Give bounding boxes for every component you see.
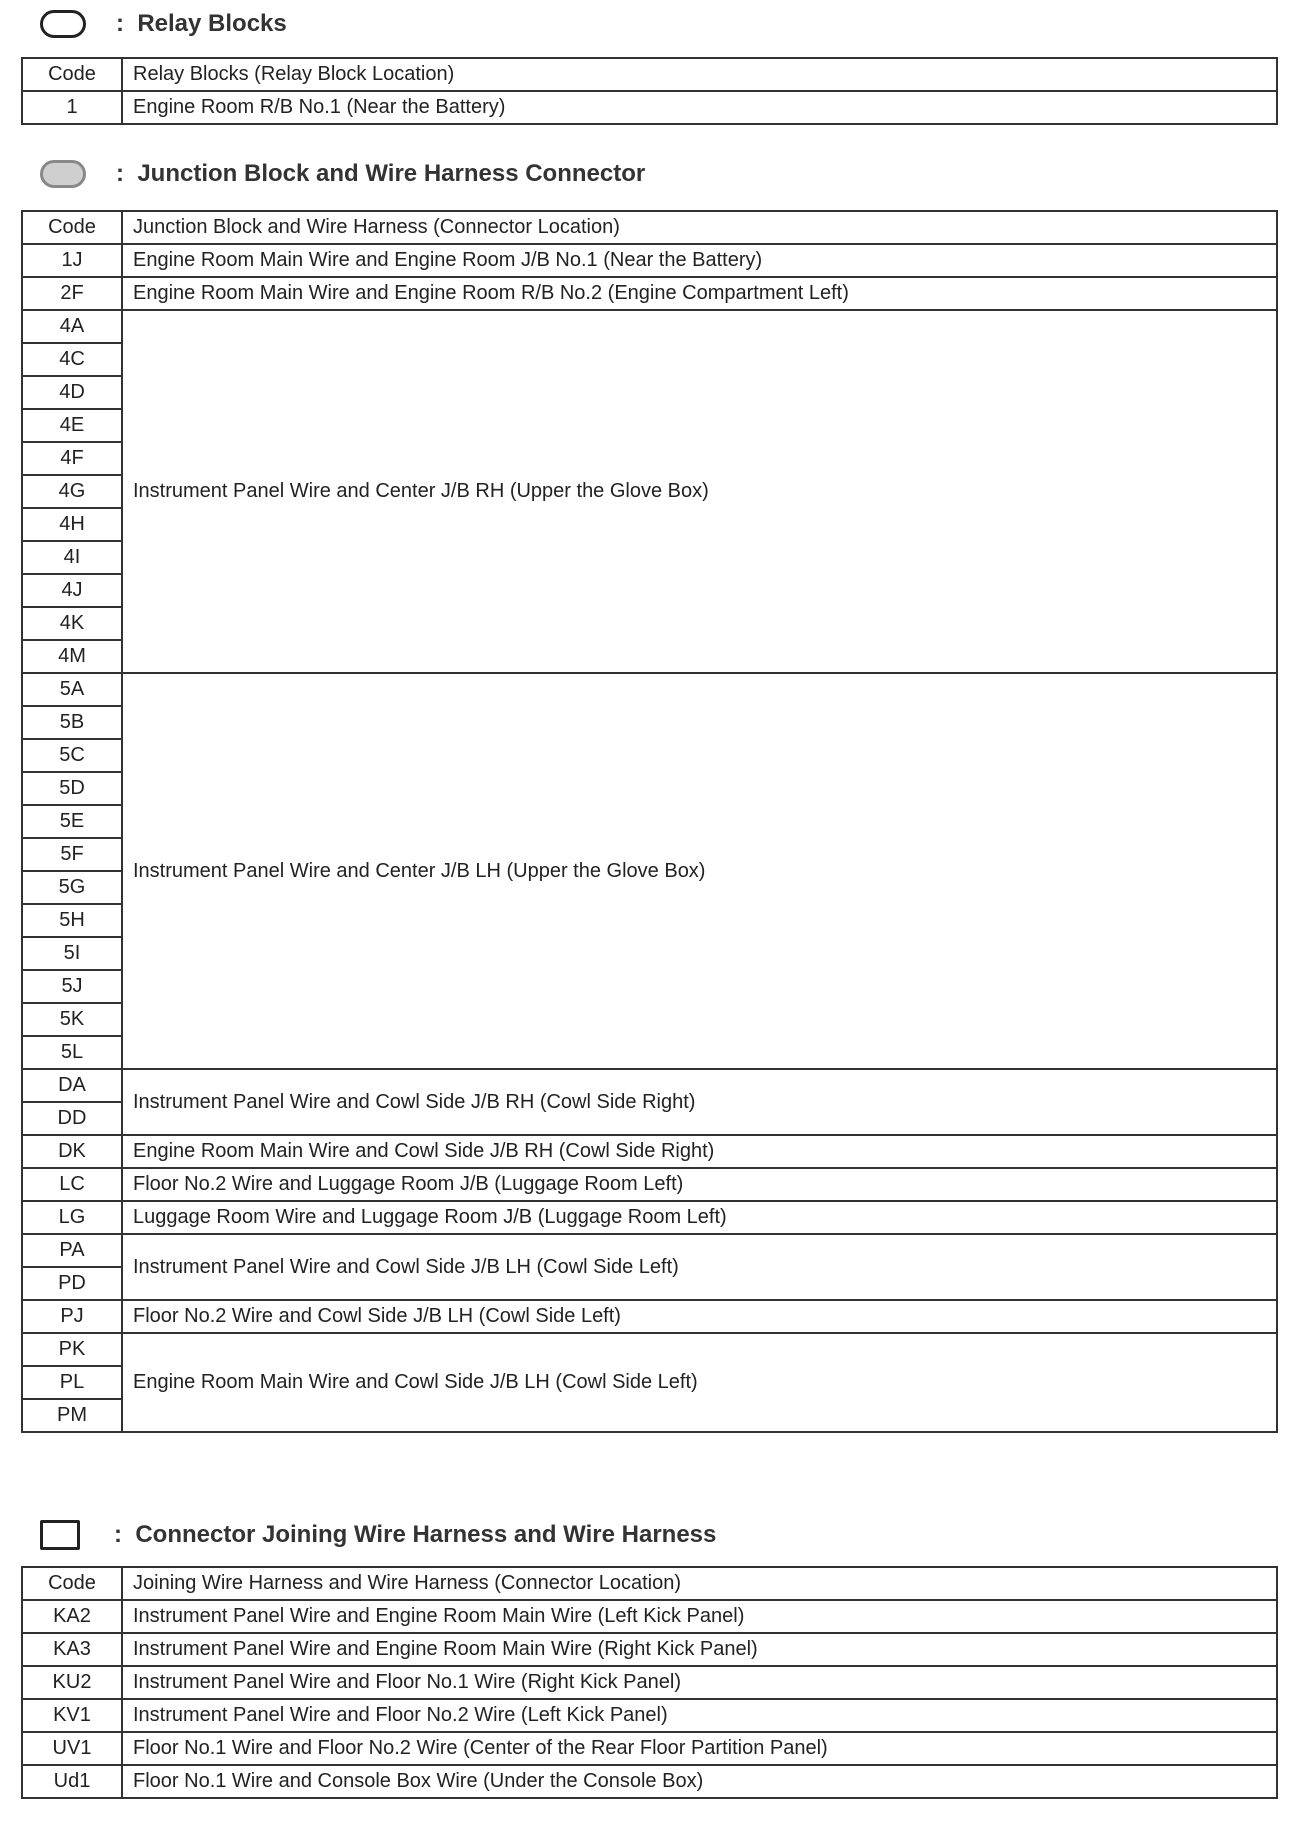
description-cell: Luggage Room Wire and Luggage Room J/B (Luggage Room Left) (122, 1201, 1277, 1234)
table-row (22, 277, 1277, 310)
code-cell: Ud1 (22, 1765, 122, 1798)
description-cell: Engine Room Main Wire and Cowl Side J/B LH (Cowl Side Left) (122, 1333, 1277, 1432)
code-cell: 1J (22, 244, 122, 277)
code-cell: 5J (22, 970, 122, 1003)
code-cell: 4K (22, 607, 122, 640)
connector-joining-table (21, 1566, 1278, 1799)
section-title: : Connector Joining Wire Harness and Wire Harness (114, 1521, 717, 1548)
table-row (22, 1234, 1277, 1267)
code-cell: 5A (22, 673, 122, 706)
code-cell: PK (22, 1333, 122, 1366)
description-cell: Floor No.2 Wire and Luggage Room J/B (Luggage Room Left) (122, 1168, 1277, 1201)
description-cell: Engine Room Main Wire and Cowl Side J/B RH (Cowl Side Right) (122, 1135, 1277, 1168)
code-cell: 4M (22, 640, 122, 673)
section-header-relay-blocks (40, 4, 287, 44)
code-cell: 5K (22, 1003, 122, 1036)
code-cell: KA3 (22, 1633, 122, 1666)
code-cell: 5C (22, 739, 122, 772)
description-cell: Engine Room Main Wire and Engine Room J/B No.1 (Near the Battery) (122, 244, 1277, 277)
table-row (22, 1135, 1277, 1168)
description-cell: Instrument Panel Wire and Cowl Side J/B RH (Cowl Side Right) (122, 1069, 1277, 1135)
description-cell: Instrument Panel Wire and Engine Room Main Wire (Left Kick Panel) (122, 1600, 1277, 1633)
code-cell: 1 (22, 91, 122, 124)
description-cell: Floor No.1 Wire and Console Box Wire (Under the Console Box) (122, 1765, 1277, 1798)
description-cell: Floor No.1 Wire and Floor No.2 Wire (Center of the Rear Floor Partition Panel) (122, 1732, 1277, 1765)
code-cell: 4J (22, 574, 122, 607)
description-cell: Instrument Panel Wire and Cowl Side J/B LH (Cowl Side Left) (122, 1234, 1277, 1300)
section-title-text: Junction Block and Wire Harness Connector (137, 160, 646, 187)
code-cell: PA (22, 1234, 122, 1267)
description-cell: Floor No.2 Wire and Cowl Side J/B LH (Cowl Side Left) (122, 1300, 1277, 1333)
code-cell: 5D (22, 772, 122, 805)
code-cell: DD (22, 1102, 122, 1135)
table-row (22, 244, 1277, 277)
table-row (22, 1600, 1277, 1633)
code-cell: DK (22, 1135, 122, 1168)
table-row (22, 1732, 1277, 1765)
table-row (22, 1666, 1277, 1699)
code-cell: 4G (22, 475, 122, 508)
table-row (22, 1069, 1277, 1102)
table-header-row (22, 1567, 1277, 1600)
code-cell: 5F (22, 838, 122, 871)
square-icon (40, 1520, 80, 1550)
code-cell: 4F (22, 442, 122, 475)
table-row (22, 1333, 1277, 1366)
code-cell: 4D (22, 376, 122, 409)
code-cell: 4C (22, 343, 122, 376)
code-cell: PL (22, 1366, 122, 1399)
section-title-text: Connector Joining Wire Harness and Wire Harness (135, 1521, 717, 1548)
relay-blocks-table (21, 57, 1278, 125)
code-cell: 4A (22, 310, 122, 343)
code-cell: KV1 (22, 1699, 122, 1732)
rounded-rectangle-icon (40, 10, 86, 38)
code-cell: 2F (22, 277, 122, 310)
description-cell: Instrument Panel Wire and Floor No.1 Wire (Right Kick Panel) (122, 1666, 1277, 1699)
table-row (22, 1300, 1277, 1333)
header-description: Junction Block and Wire Harness (Connector Location) (122, 211, 1277, 244)
code-cell: 5B (22, 706, 122, 739)
code-cell: 5H (22, 904, 122, 937)
section-title: : Relay Blocks (116, 10, 287, 37)
code-cell: 5I (22, 937, 122, 970)
header-code: Code (22, 58, 122, 91)
section-header-connector-joining (40, 1515, 716, 1555)
code-cell: 5G (22, 871, 122, 904)
code-cell: PJ (22, 1300, 122, 1333)
table-row (22, 673, 1277, 706)
header-code: Code (22, 211, 122, 244)
description-cell: Instrument Panel Wire and Engine Room Main Wire (Right Kick Panel) (122, 1633, 1277, 1666)
table-row (22, 1699, 1277, 1732)
table-header-row (22, 211, 1277, 244)
table-row (22, 91, 1277, 124)
code-cell: 5L (22, 1036, 122, 1069)
header-description: Relay Blocks (Relay Block Location) (122, 58, 1277, 91)
code-cell: PM (22, 1399, 122, 1432)
table-row (22, 310, 1277, 343)
code-cell: UV1 (22, 1732, 122, 1765)
code-cell: LG (22, 1201, 122, 1234)
code-cell: 4H (22, 508, 122, 541)
table-header-row (22, 58, 1277, 91)
junction-block-table (21, 210, 1278, 1433)
header-description: Joining Wire Harness and Wire Harness (Connector Location) (122, 1567, 1277, 1600)
shaded-rounded-rectangle-icon (40, 160, 86, 188)
table-row (22, 1765, 1277, 1798)
code-cell: KA2 (22, 1600, 122, 1633)
code-cell: 5E (22, 805, 122, 838)
section-title-text: Relay Blocks (137, 10, 287, 37)
description-cell: Instrument Panel Wire and Floor No.2 Wire (Left Kick Panel) (122, 1699, 1277, 1732)
table-row (22, 1633, 1277, 1666)
code-cell: LC (22, 1168, 122, 1201)
code-cell: 4E (22, 409, 122, 442)
section-title: : Junction Block and Wire Harness Connector (116, 160, 646, 187)
code-cell: DA (22, 1069, 122, 1102)
header-code: Code (22, 1567, 122, 1600)
table-row (22, 1168, 1277, 1201)
description-cell: Instrument Panel Wire and Center J/B LH (Upper the Glove Box) (122, 673, 1277, 1069)
code-cell: PD (22, 1267, 122, 1300)
description-cell: Engine Room R/B No.1 (Near the Battery) (122, 91, 1277, 124)
code-cell: KU2 (22, 1666, 122, 1699)
section-header-junction-block (40, 154, 645, 194)
description-cell: Instrument Panel Wire and Center J/B RH (Upper the Glove Box) (122, 310, 1277, 673)
table-row (22, 1201, 1277, 1234)
code-cell: 4I (22, 541, 122, 574)
description-cell: Engine Room Main Wire and Engine Room R/B No.2 (Engine Compartment Left) (122, 277, 1277, 310)
